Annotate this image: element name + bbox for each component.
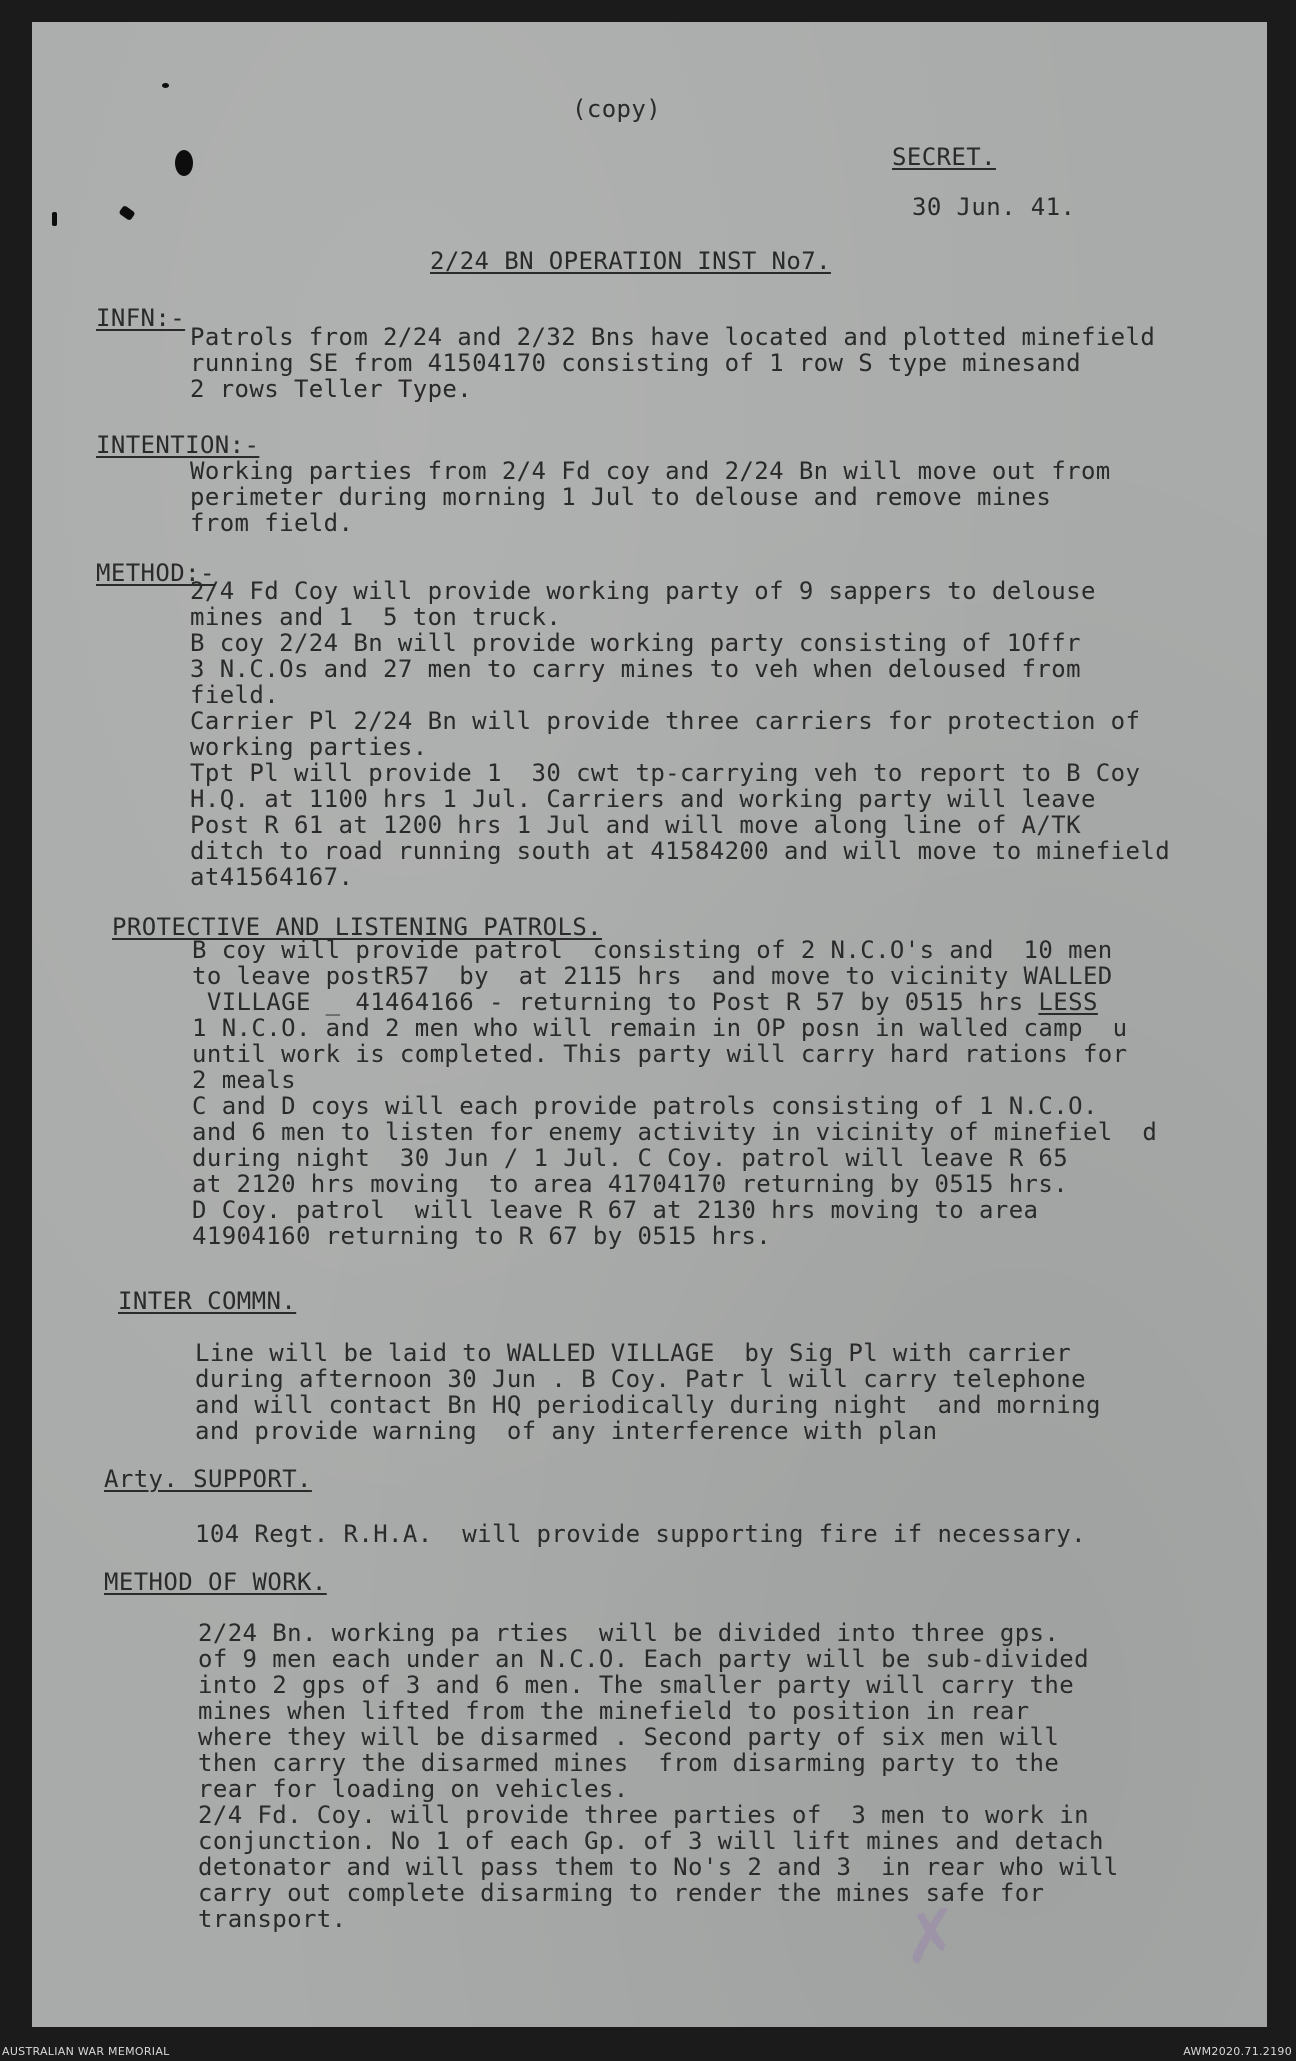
text-line: to leave postR57 by at 2115 hrs and move to vicinity WALLED bbox=[192, 962, 1113, 990]
text-line: perimeter during morning 1 Jul to delouse and remove mines bbox=[190, 483, 1052, 511]
text-line: at 2120 hrs moving to area 41704170 returning by 0515 hrs. bbox=[192, 1170, 1069, 1198]
text-line: 3 N.C.Os and 27 men to carry mines to veh when deloused from bbox=[190, 655, 1081, 683]
text-line: and will contact Bn HQ periodically during night and morning bbox=[195, 1391, 1101, 1419]
document-title: 2/24 BN OPERATION INST No7. bbox=[430, 247, 831, 275]
text-line: rear for loading on vehicles. bbox=[198, 1775, 629, 1803]
text-line: 2 rows Teller Type. bbox=[190, 375, 473, 403]
text-line: 104 Regt. R.H.A. will provide supporting fire if necessary. bbox=[195, 1520, 1086, 1548]
text-line: ditch to road running south at 41584200 and will move to minefield bbox=[190, 837, 1171, 865]
text-line: then carry the disarmed mines from disarming party to the bbox=[198, 1749, 1060, 1777]
text-line: Patrols from 2/24 and 2/32 Bns have located and plotted minefield bbox=[190, 323, 1156, 351]
ink-speck-mark bbox=[162, 83, 169, 88]
text-line: 2 meals bbox=[192, 1066, 296, 1094]
section-body-inter-comm bbox=[195, 1340, 1101, 1444]
footer-reference-number: AWM2020.71.2190 bbox=[1183, 2045, 1292, 2058]
text-line: running SE from 41504170 consisting of 1 row S type minesand bbox=[190, 349, 1081, 377]
text-line: during night 30 Jun / 1 Jul. C Coy. patrol will leave R 65 bbox=[192, 1144, 1069, 1172]
section-heading-method-of-work: METHOD OF WORK. bbox=[104, 1568, 327, 1596]
section-body-arty-support bbox=[195, 1521, 1086, 1547]
section-heading-intention: INTENTION:- bbox=[96, 431, 260, 459]
text-line: mines when lifted from the minefield to position in rear bbox=[198, 1697, 1030, 1725]
text-line: during afternoon 30 Jun . B Coy. Patr l will carry telephone bbox=[195, 1365, 1086, 1393]
footer-institution: AUSTRALIAN WAR MEMORIAL bbox=[2, 2045, 170, 2058]
text-line: B coy will provide patrol consisting of 2 N.C.O's and 10 men bbox=[192, 936, 1113, 964]
section-heading-infn: INFN:- bbox=[96, 304, 186, 332]
text-line: Line will be laid to WALLED VILLAGE by Sig Pl with carrier bbox=[195, 1339, 1072, 1367]
text-line: until work is completed. This party will carry hard rations for bbox=[192, 1040, 1128, 1068]
section-heading-arty-support: Arty. SUPPORT. bbox=[104, 1465, 312, 1493]
text-line: where they will be disarmed . Second party of six men will bbox=[198, 1723, 1060, 1751]
section-body-patrols bbox=[192, 937, 1157, 1249]
document-date: 30 Jun. 41. bbox=[912, 193, 1076, 221]
section-heading-patrols: PROTECTIVE AND LISTENING PATROLS. bbox=[112, 913, 603, 941]
less-emphasis: LESS bbox=[1038, 988, 1098, 1016]
section-heading-method: METHOD:- bbox=[96, 559, 215, 587]
text-line: 2/4 Fd. Coy. will provide three parties of 3 men to work in bbox=[198, 1801, 1089, 1829]
text-line: from field. bbox=[190, 509, 354, 537]
text-line: C and D coys will each provide patrols consisting of 1 N.C.O. bbox=[192, 1092, 1098, 1120]
text-line: D Coy. patrol will leave R 67 at 2130 hrs moving to area bbox=[192, 1196, 1039, 1224]
text-line: 1 N.C.O. and 2 men who will remain in OP posn in walled camp u bbox=[192, 1014, 1128, 1042]
text-line: Working parties from 2/4 Fd coy and 2/24 Bn will move out from bbox=[190, 457, 1111, 485]
text-line: VILLAGE _ 41464166 - returning to Post R 57 by 0515 hrs LESS bbox=[192, 988, 1098, 1016]
text-line: H.Q. at 1100 hrs 1 Jul. Carriers and working party will leave bbox=[190, 785, 1096, 813]
text-line: detonator and will pass them to No's 2 and 3 in rear who will bbox=[198, 1853, 1119, 1881]
section-body-method-of-work bbox=[198, 1620, 1119, 1932]
text-line: carry out complete disarming to render the mines safe for bbox=[198, 1879, 1045, 1907]
text-line: of 9 men each under an N.C.O. Each party will be sub-divided bbox=[198, 1645, 1089, 1673]
text-line: Carrier Pl 2/24 Bn will provide three carriers for protection of bbox=[190, 707, 1141, 735]
text-line: Tpt Pl will provide 1 30 cwt tp-carrying veh to report to B Coy bbox=[190, 759, 1141, 787]
text-line: field. bbox=[190, 681, 280, 709]
ink-blot-mark bbox=[175, 150, 193, 176]
faint-ink-stamp: ✗ bbox=[896, 1891, 966, 1982]
text-line: into 2 gps of 3 and 6 men. The smaller party will carry the bbox=[198, 1671, 1075, 1699]
text-line: mines and 1 5 ton truck. bbox=[190, 603, 562, 631]
text-line: transport. bbox=[198, 1905, 347, 1933]
text-line: working parties. bbox=[190, 733, 428, 761]
text-line: 2/4 Fd Coy will provide working party of 9 sappers to delouse bbox=[190, 577, 1096, 605]
ink-tick-mark bbox=[52, 212, 57, 226]
classification-label: SECRET. bbox=[892, 143, 996, 171]
text-line: Post R 61 at 1200 hrs 1 Jul and will move along line of A/TK bbox=[190, 811, 1081, 839]
section-heading-inter-comm: INTER COMMN. bbox=[118, 1287, 297, 1315]
text-line: and provide warning of any interference with plan bbox=[195, 1417, 938, 1445]
section-body-intention bbox=[190, 458, 1111, 536]
text-line: and 6 men to listen for enemy activity in vicinity of minefiel d bbox=[192, 1118, 1158, 1146]
text-line: conjunction. No 1 of each Gp. of 3 will lift mines and detach bbox=[198, 1827, 1104, 1855]
section-body-infn bbox=[190, 324, 1155, 402]
text-line: 2/24 Bn. working pa rties will be divided into three gps. bbox=[198, 1619, 1060, 1647]
ink-hook-mark bbox=[118, 205, 135, 221]
copy-label: (copy) bbox=[572, 95, 662, 123]
text-line: B coy 2/24 Bn will provide working party consisting of 1Offr bbox=[190, 629, 1081, 657]
text-line: at41564167. bbox=[190, 863, 354, 891]
text-line: 41904160 returning to R 67 by 0515 hrs. bbox=[192, 1222, 772, 1250]
document-page bbox=[32, 22, 1267, 2027]
section-body-method bbox=[190, 578, 1170, 890]
